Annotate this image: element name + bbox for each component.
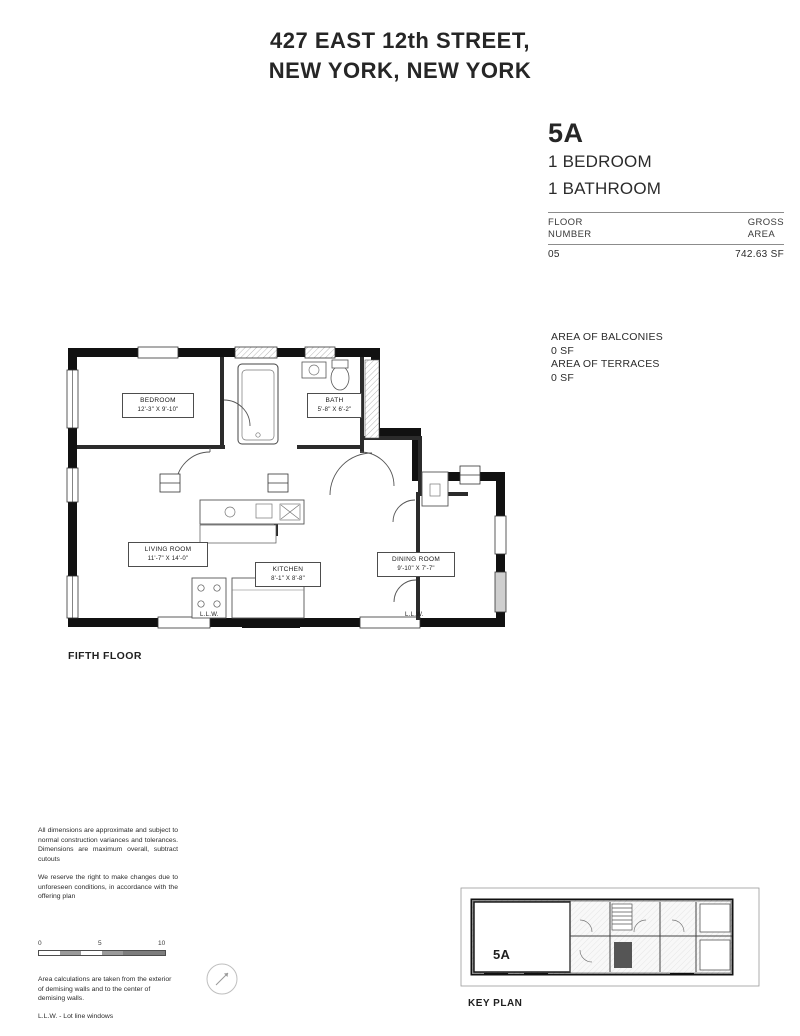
bathtub xyxy=(238,364,278,444)
note-changes: We reserve the right to make changes due to unforeseen conditions, in accordance with the offering plan xyxy=(38,874,178,900)
key-plan-unit-label: 5A xyxy=(493,947,511,962)
bath-fixtures xyxy=(302,360,349,390)
dining-fixtures xyxy=(422,472,448,506)
room-dims-living: 11'-7" X 14'-0" xyxy=(147,556,189,562)
table-data-row xyxy=(548,245,784,260)
floor-label: FIFTH FLOOR xyxy=(68,650,142,662)
floor-number-value: 05 xyxy=(548,249,560,260)
disclaimer-notes xyxy=(38,826,178,911)
room-name-bath: BATH xyxy=(325,397,344,404)
table-header-area xyxy=(748,217,784,240)
note-dimensions: All dimensions are approximate and subject to normal construction variances and tolerances. Dimensions are maximum overall, subtract cutouts xyxy=(38,827,178,863)
north-arrow-icon xyxy=(205,962,239,996)
exterior-openings-top xyxy=(138,347,335,358)
title-line-2: NEW YORK, NEW YORK xyxy=(268,58,532,83)
llw-legend: L.L.W. - Lot line windows xyxy=(38,1013,114,1020)
room-dims-bedroom: 12'-3" X 9'-10" xyxy=(137,407,179,413)
key-plan-title: KEY PLAN xyxy=(468,998,523,1009)
scale-seg-3 xyxy=(81,951,102,955)
room-tag-dining xyxy=(377,552,455,577)
scale-ticks xyxy=(38,940,168,950)
table-header-floor-line2: NUMBER xyxy=(548,228,592,240)
page-title xyxy=(0,26,800,86)
kitchen-fixtures xyxy=(192,500,304,618)
note-area-calc: Area calculations are taken from the exterior of demising walls and to the center of demising walls. xyxy=(38,976,172,1002)
floorplan-drawing xyxy=(60,340,530,660)
room-dims-bath: 5'-8" X 6'-2" xyxy=(317,407,352,413)
scale-seg-1 xyxy=(39,951,60,955)
llw-note-left: L.L.W. xyxy=(200,612,219,618)
room-tag-bath xyxy=(307,393,362,418)
unit-info xyxy=(548,118,784,202)
scale-seg-2 xyxy=(60,951,81,955)
llw-note-right: L.L.W. xyxy=(405,612,424,618)
room-name-living: LIVING ROOM xyxy=(144,546,192,553)
scale-graphic xyxy=(38,950,166,956)
key-plan-drawing xyxy=(460,880,760,1000)
closet-hatch xyxy=(365,360,379,438)
room-tag-bedroom xyxy=(122,393,194,418)
scale-seg-5 xyxy=(123,951,144,955)
room-tag-kitchen xyxy=(255,562,321,587)
scale-tick-5: 5 xyxy=(98,940,102,947)
lot-line-windows xyxy=(67,370,78,618)
room-name-bedroom: BEDROOM xyxy=(140,397,176,404)
unit-id: 5A xyxy=(548,118,584,148)
gross-area-value: 742.63 SF xyxy=(735,249,784,260)
balconies-value: 0 SF xyxy=(551,344,574,357)
scale-bar xyxy=(38,940,168,956)
floor-area-table xyxy=(548,212,784,260)
room-dims-dining: 9'-10" X 7'-7" xyxy=(397,566,435,572)
table-header-floor-line1: FLOOR xyxy=(548,217,583,228)
outdoor-areas xyxy=(551,331,781,385)
unit-bedrooms: 1 BEDROOM xyxy=(548,152,652,171)
balconies-label: AREA OF BALCONIES xyxy=(551,331,663,343)
unit-bathrooms: 1 BATHROOM xyxy=(548,179,662,198)
scale-seg-4 xyxy=(102,951,123,955)
area-calc-note xyxy=(38,975,178,1012)
terraces-label: AREA OF TERRACES xyxy=(551,358,660,370)
room-name-kitchen: KITCHEN xyxy=(272,566,304,573)
scale-seg-6 xyxy=(144,951,165,955)
scale-tick-0: 0 xyxy=(38,940,42,947)
terraces-value: 0 SF xyxy=(551,371,574,384)
scale-tick-10: 10 xyxy=(158,940,166,947)
room-dims-kitchen: 8'-1" X 8'-8" xyxy=(271,576,305,582)
room-name-dining: DINING ROOM xyxy=(391,556,441,563)
table-header-floor xyxy=(548,217,592,240)
table-header-area-line1: GROSS xyxy=(747,217,784,228)
title-line-1: 427 EAST 12th STREET, xyxy=(270,28,530,53)
exterior-openings-bottom xyxy=(158,617,420,628)
table-header-row xyxy=(548,213,784,244)
room-tag-living xyxy=(128,542,208,567)
table-header-area-line2: AREA xyxy=(747,228,776,240)
